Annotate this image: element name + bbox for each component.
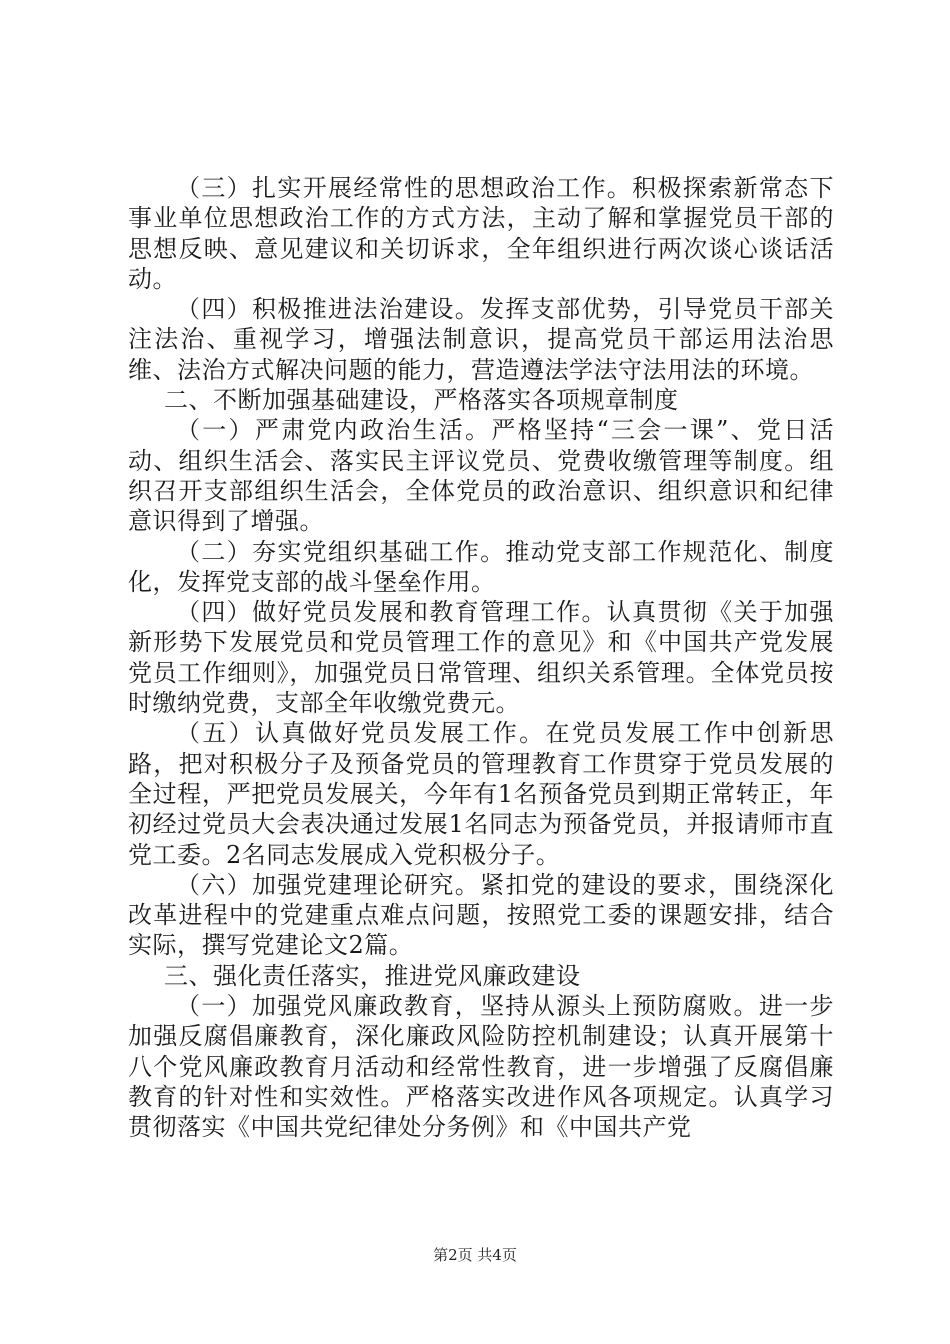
paragraph: （四）做好党员发展和教育管理工作。认真贯彻《关于加强新形势下发展党员和党员管理工作的意见》和《中国共产党发展党员工作细则》，加强党员日常管理、组织关系管理。全体党员按时缴纳党费，支部全年收缴党费元。 [128, 598, 834, 718]
page-number-footer: 第2页 共4页 [433, 1246, 517, 1264]
paragraph: （四）积极推进法治建设。发挥支部优势，引导党员干部关注法治、重视学习，增强法制意识，提高党员干部运用法治思维、法治方式解决问题的能力，营造遵法学法守法用法的环境。 [128, 295, 834, 384]
paragraph: （一）严肃党内政治生活。严格坚持“三会一课”、党日活动、组织生活会、落实民主评议党员、党费收缴管理等制度。组织召开支部组织生活会，全体党员的政治意识、组织意识和纪律意识得到了增强。 [128, 416, 834, 536]
paragraph: （二）夯实党组织基础工作。推动党支部工作规范化、制度化，发挥党支部的战斗堡垒作用。 [128, 537, 834, 596]
paragraph: （一）加强党风廉政教育，坚持从源头上预防腐败。进一步加强反腐倡廉教育，深化廉政风险防控机制建设；认真开展第十八个党风廉政教育月活动和经常性教育，进一步增强了反腐倡廉教育的针对性和实效性。严格落实改进作风各项规定。认真学习贯彻落实《中国共党纪律处分务例》和《中国共产党 [128, 992, 834, 1142]
section-heading: 三、强化责任落实，推进党风廉政建设 [164, 961, 581, 990]
paragraph: （三）扎实开展经常性的思想政治工作。积极探索新常态下事业单位思想政治工作的方式方法，主动了解和掌握党员干部的思想反映、意见建议和关切诉求，全年组织进行两次谈心谈话活动。 [128, 174, 834, 293]
document-body [128, 173, 834, 1143]
paragraph: （六）加强党建理论研究。紧扣党的建设的要求，围绕深化改革进程中的党建重点难点问题，按照党工委的课题安排，结合实际，撰写党建论文2篇。 [128, 870, 834, 960]
paragraph: （五）认真做好党员发展工作。在党员发展工作中创新思路，把对积极分子及预备党员的管理教育工作贯穿于党员发展的全过程，严把党员发展关，今年有1名预备党员到期正常转正，年初经过党员大会表决通过发展1名同志为预备党员，并报请师市直党工委。2名同志发展成入党积极分子。 [128, 719, 834, 869]
section-heading: 二、不断加强基础建设，严格落实各项规章制度 [164, 386, 679, 415]
